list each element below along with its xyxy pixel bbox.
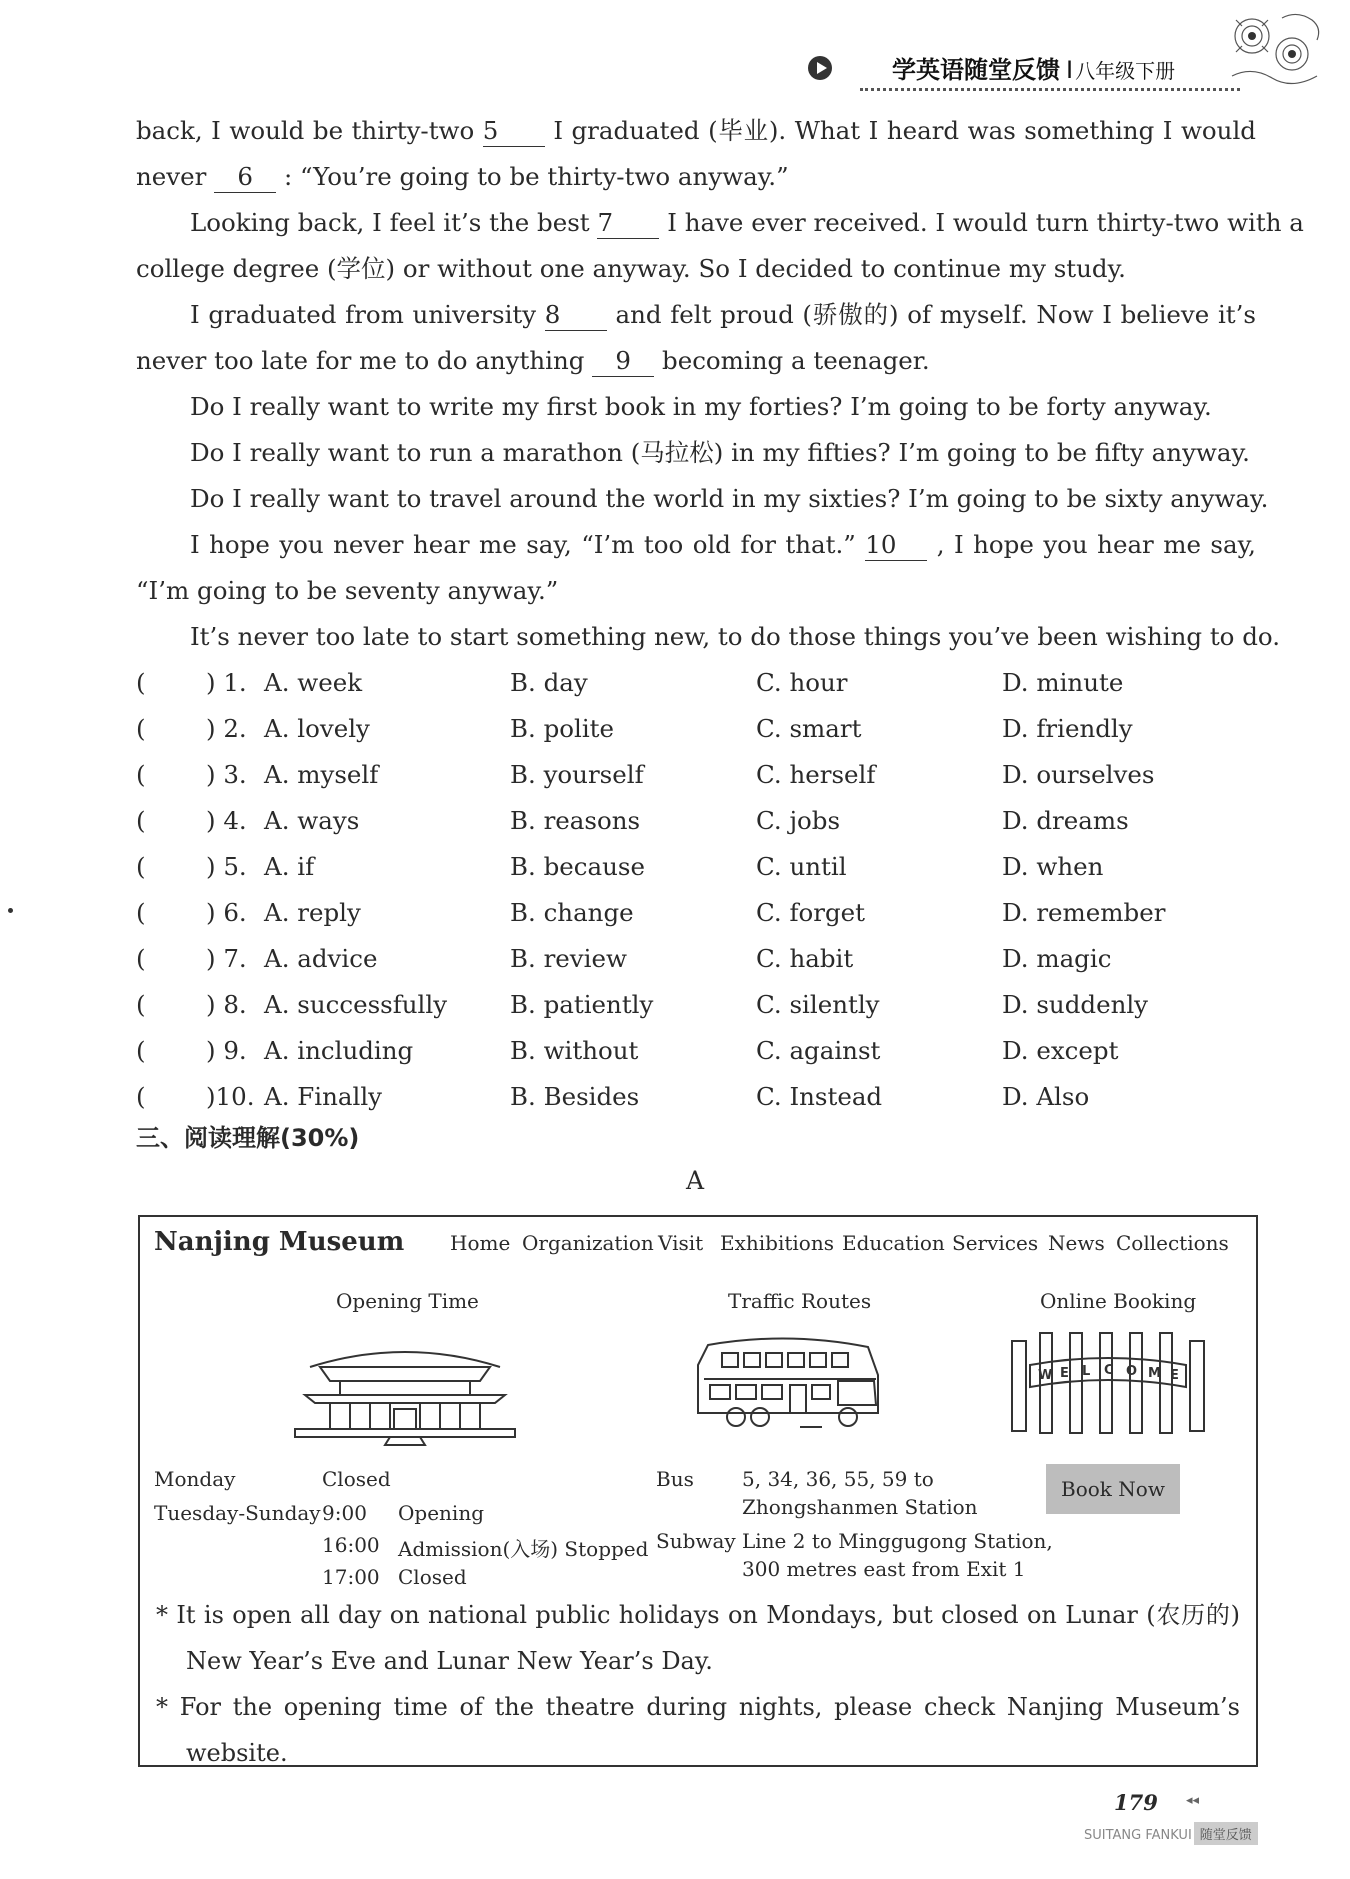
text: back, I would be thirty-two: [136, 116, 475, 145]
option-a[interactable]: A. including: [264, 1036, 414, 1065]
note-theatre: * For the opening time of the theatre during nights, please check Nanjing Museum’s: [156, 1693, 1240, 1721]
question-number: ) 3.: [206, 760, 247, 789]
option-a[interactable]: A. Finally: [264, 1082, 383, 1111]
question-row: [136, 890, 1256, 936]
footer-brand: [1084, 1822, 1258, 1845]
passage-label: A: [686, 1166, 705, 1195]
option-c[interactable]: C. silently: [756, 990, 880, 1019]
arrows-icon: ◂◂: [1186, 1793, 1200, 1808]
blank-10[interactable]: 10: [865, 530, 927, 561]
text: never: [136, 162, 207, 191]
question-number: ) 7.: [206, 944, 247, 973]
option-b[interactable]: B. review: [510, 944, 627, 973]
status-close: Closed: [398, 1565, 467, 1589]
option-c[interactable]: C. hour: [756, 668, 848, 697]
question-number: ) 1.: [206, 668, 247, 697]
brand-text: SUITANG FANKUI: [1084, 1828, 1192, 1843]
time-admission-stop: 16:00: [322, 1533, 380, 1557]
option-b[interactable]: B. because: [510, 852, 645, 881]
museum-title: Nanjing Museum: [154, 1227, 405, 1257]
option-d[interactable]: D. remember: [1002, 898, 1166, 927]
welcome-letter: L: [1082, 1364, 1091, 1379]
note-theatre-cont: website.: [186, 1739, 288, 1767]
status-admission-stop: Admission(入场) Stopped: [398, 1537, 649, 1561]
subway-label: Subway: [656, 1529, 736, 1553]
opening-time-heading: Opening Time: [336, 1289, 479, 1313]
option-a[interactable]: A. successfully: [264, 990, 448, 1019]
text: Looking back, I feel it’s the best: [190, 208, 590, 237]
note-holidays: * It is open all day on national public holidays on Mondays, but closed on Lunar (农历的): [156, 1601, 1240, 1629]
passage-line-7: Do I really want to write my first book in my forties? I’m going to be forty anyway.: [190, 392, 1212, 421]
question-row: [136, 1028, 1256, 1074]
question-row: [136, 936, 1256, 982]
answer-bracket[interactable]: (: [136, 852, 146, 881]
blank-9[interactable]: 9: [592, 346, 654, 377]
option-a[interactable]: A. ways: [264, 806, 360, 835]
option-c[interactable]: C. Instead: [756, 1082, 883, 1111]
option-d[interactable]: D. ourselves: [1002, 760, 1155, 789]
option-c[interactable]: C. against: [756, 1036, 881, 1065]
passage-line-11: “I’m going to be seventy anyway.”: [136, 576, 559, 605]
question-row: [136, 844, 1256, 890]
text: becoming a teenager.: [662, 346, 930, 375]
status-open: Opening: [398, 1501, 484, 1525]
option-a[interactable]: A. myself: [264, 760, 379, 789]
page-number: 179: [1114, 1790, 1158, 1815]
option-b[interactable]: B. yourself: [510, 760, 644, 789]
title-separator: I: [1066, 56, 1074, 84]
option-c[interactable]: C. forget: [756, 898, 866, 927]
online-booking-heading: Online Booking: [1040, 1289, 1197, 1313]
option-b[interactable]: B. Besides: [510, 1082, 640, 1111]
nav-visit[interactable]: Visit: [658, 1231, 704, 1255]
option-d[interactable]: D. except: [1002, 1036, 1119, 1065]
header-dotted-rule: [860, 88, 1240, 91]
bus-label: Bus: [656, 1467, 694, 1491]
question-row: [136, 706, 1256, 752]
text: never too late for me to do anything: [136, 346, 585, 375]
option-b[interactable]: B. without: [510, 1036, 639, 1065]
question-row: [136, 752, 1256, 798]
note-holidays-cont: New Year’s Eve and Lunar New Year’s Day.: [186, 1647, 713, 1675]
option-c[interactable]: C. habit: [756, 944, 854, 973]
time-close: 17:00: [322, 1565, 380, 1589]
subway-route: Line 2 to Minggugong Station,: [742, 1529, 1053, 1553]
book-title: [892, 50, 1175, 85]
answer-bracket[interactable]: (: [136, 760, 146, 789]
traffic-routes-heading: Traffic Routes: [728, 1289, 872, 1313]
monday-label: Monday: [154, 1467, 236, 1491]
museum-building-icon: [290, 1337, 520, 1447]
option-a[interactable]: A. week: [264, 668, 363, 697]
passage-line-3: [190, 200, 1304, 246]
welcome-letter: W: [1038, 1368, 1053, 1383]
time-open: 9:00: [322, 1501, 367, 1525]
question-row: [136, 660, 1256, 706]
question-number: ) 2.: [206, 714, 247, 743]
blank-8[interactable]: 8: [545, 300, 607, 331]
option-d[interactable]: D. suddenly: [1002, 990, 1149, 1019]
nav-collections[interactable]: Collections: [1116, 1231, 1229, 1255]
answer-bracket[interactable]: (: [136, 1036, 146, 1065]
question-number: ) 6.: [206, 898, 247, 927]
answer-bracket[interactable]: (: [136, 1082, 146, 1111]
book-title-text: 学英语随堂反馈: [892, 56, 1060, 84]
text: I hope you never hear me say, “I’m too old for that.”: [190, 530, 856, 559]
bus-icon: [688, 1335, 888, 1435]
text: I graduated from university: [190, 300, 537, 329]
nav-education[interactable]: Education: [842, 1231, 945, 1255]
question-number: ) 4.: [206, 806, 247, 835]
question-number: ) 5.: [206, 852, 247, 881]
option-b[interactable]: B. reasons: [510, 806, 641, 835]
passage-line-2: [136, 154, 1256, 200]
section-title: 三、阅读理解(30%): [136, 1124, 360, 1152]
bus-routes: 5, 34, 36, 55, 59 to: [742, 1467, 934, 1491]
question-number: ) 9.: [206, 1036, 247, 1065]
welcome-letter: C: [1104, 1363, 1114, 1378]
question-row: [136, 1074, 1256, 1120]
option-a[interactable]: A. advice: [264, 944, 378, 973]
answer-bracket[interactable]: (: [136, 806, 146, 835]
option-d[interactable]: D. when: [1002, 852, 1104, 881]
flower-decoration-icon: [1222, 6, 1332, 96]
option-d[interactable]: D. friendly: [1002, 714, 1133, 743]
question-row: [136, 982, 1256, 1028]
nav-exhibitions[interactable]: Exhibitions: [720, 1231, 834, 1255]
play-icon: [808, 56, 832, 80]
blank-6[interactable]: 6: [214, 162, 276, 193]
welcome-letter: M: [1148, 1366, 1161, 1381]
answer-bracket[interactable]: (: [136, 944, 146, 973]
passage-line-10: [190, 522, 1256, 568]
option-d[interactable]: D. minute: [1002, 668, 1124, 697]
nav-organization[interactable]: Organization: [522, 1231, 654, 1255]
tue-sun-label: Tuesday-Sunday: [154, 1501, 321, 1525]
welcome-letter: E: [1170, 1368, 1179, 1383]
subway-exit: 300 metres east from Exit 1: [742, 1557, 1026, 1581]
blank-5[interactable]: 5: [483, 116, 545, 147]
option-d[interactable]: D. magic: [1002, 944, 1112, 973]
passage-line-6: [136, 338, 1256, 384]
answer-bracket[interactable]: (: [136, 990, 146, 1019]
question-number: ) 8.: [206, 990, 247, 1019]
passage-line-1: [136, 108, 1256, 154]
nav-news[interactable]: News: [1048, 1231, 1105, 1255]
text: and felt proud (骄傲的) of myself. Now I believe it’s: [615, 300, 1256, 329]
book-now-button[interactable]: Book Now: [1046, 1464, 1180, 1514]
option-b[interactable]: B. day: [510, 668, 588, 697]
welcome-letter: E: [1060, 1366, 1069, 1381]
text: : “You’re going to be thirty-two anyway.”: [283, 162, 789, 191]
option-c[interactable]: C. until: [756, 852, 847, 881]
bus-station: Zhongshanmen Station: [742, 1495, 978, 1519]
text: I graduated (毕业). What I heard was something I would: [553, 116, 1256, 145]
answer-bracket[interactable]: (: [136, 714, 146, 743]
margin-dot: [8, 908, 13, 913]
welcome-gate-icon: [1008, 1329, 1208, 1439]
welcome-letter: O: [1126, 1364, 1138, 1379]
option-d[interactable]: D. dreams: [1002, 806, 1129, 835]
book-subtitle: 八年级下册: [1075, 59, 1176, 83]
page-header: [808, 42, 1248, 102]
option-b[interactable]: B. polite: [510, 714, 615, 743]
option-a[interactable]: A. if: [264, 852, 315, 881]
option-a[interactable]: A. lovely: [264, 714, 370, 743]
option-d[interactable]: D. Also: [1002, 1082, 1090, 1111]
passage-line-12: It’s never too late to start something new, to do those things you’ve been wishing to do.: [190, 622, 1281, 651]
nav-home[interactable]: Home: [450, 1231, 511, 1255]
option-b[interactable]: B. patiently: [510, 990, 654, 1019]
option-c[interactable]: C. smart: [756, 714, 862, 743]
option-c[interactable]: C. jobs: [756, 806, 841, 835]
question-number: )10.: [206, 1082, 255, 1111]
museum-webpage-box: [138, 1215, 1258, 1767]
passage-line-4: college degree (学位) or without one anyway. So I decided to continue my study.: [136, 254, 1126, 283]
monday-status: Closed: [322, 1467, 391, 1491]
answer-bracket[interactable]: (: [136, 668, 146, 697]
nav-services[interactable]: Services: [952, 1231, 1039, 1255]
option-a[interactable]: A. reply: [264, 898, 361, 927]
answer-bracket[interactable]: (: [136, 898, 146, 927]
passage-line-8: Do I really want to run a marathon (马拉松) in my fifties? I’m going to be fifty anyway.: [190, 438, 1250, 467]
blank-7[interactable]: 7: [597, 208, 659, 239]
question-row: [136, 798, 1256, 844]
passage-line-5: [190, 292, 1256, 338]
text: I have ever received. I would turn thirty-two with a: [667, 208, 1304, 237]
brand-tag: 随堂反馈: [1194, 1822, 1258, 1845]
passage-line-9: Do I really want to travel around the world in my sixties? I’m going to be sixty anyway.: [190, 484, 1269, 513]
option-c[interactable]: C. herself: [756, 760, 876, 789]
text: , I hope you hear me say,: [936, 530, 1256, 559]
option-b[interactable]: B. change: [510, 898, 634, 927]
